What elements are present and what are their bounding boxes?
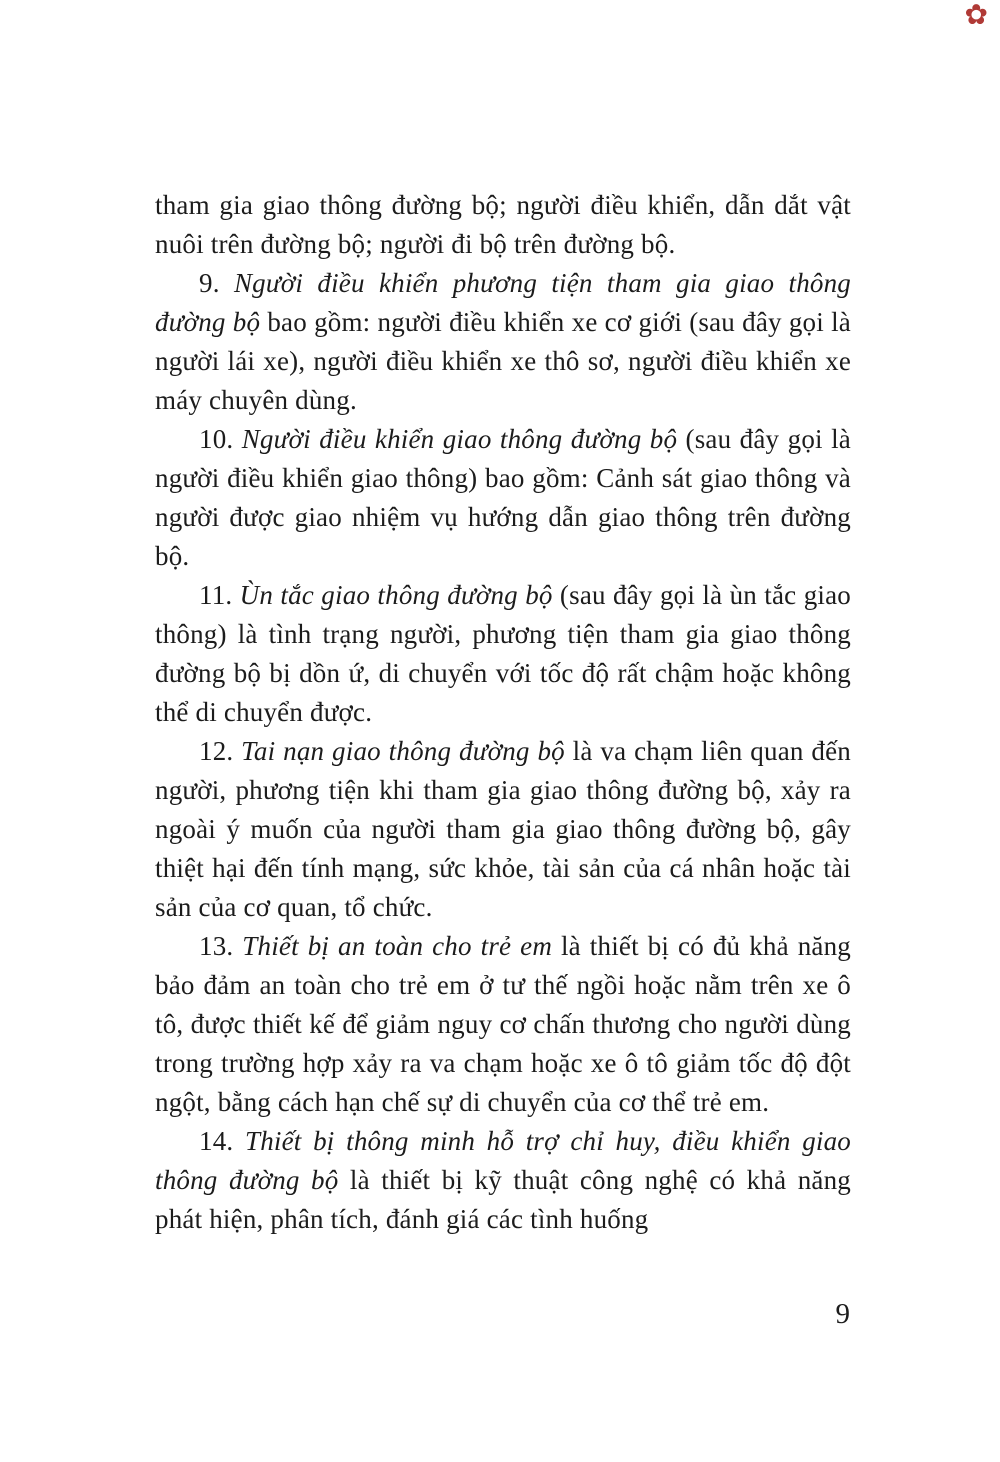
text-block — [155, 186, 851, 1239]
text-segment: 11. — [199, 580, 240, 610]
text-segment: 10. — [199, 424, 242, 454]
text-segment: 14. — [199, 1126, 245, 1156]
page-number: 9 — [835, 1298, 850, 1330]
text-segment: tham gia giao thông đường bộ; người điều khiển, dẫn dắt vật nuôi trên đường bộ; người đi bộ trên đường bộ. — [155, 190, 851, 259]
text-segment: (sau đây gọi là người điều khiển giao thông) bao gồm: Cảnh sát giao thông và người được giao nhiệm vụ hướng dẫn giao thông trên đường bộ. — [155, 424, 851, 571]
text-segment: 9. — [199, 268, 234, 298]
paragraph — [155, 420, 851, 576]
flower-ornament-icon: ✿ — [964, 0, 988, 31]
paragraph — [155, 927, 851, 1122]
defined-term: Người điều khiển giao thông đường bộ — [241, 424, 678, 454]
paragraph — [155, 732, 851, 927]
text-segment: (sau đây gọi là ùn tắc giao thông) là tình trạng người, phương tiện tham gia giao thông đường bộ bị dồn ứ, di chuyển với tốc độ rất chậm hoặc không thể di chuyển được. — [155, 580, 851, 727]
defined-term: Tai nạn giao thông đường bộ — [241, 736, 565, 766]
text-segment: 13. — [199, 931, 243, 961]
defined-term: Thiết bị thông minh hỗ trợ chỉ huy, điều khiển giao thông đường bộ — [155, 1126, 851, 1195]
paragraph — [155, 186, 851, 264]
defined-term: Người điều khiển phương tiện tham gia giao thông đường bộ — [155, 268, 852, 337]
defined-term: Thiết bị an toàn cho trẻ em — [242, 931, 553, 961]
text-segment: 12. — [199, 736, 242, 766]
paragraph — [155, 576, 851, 732]
text-segment: là thiết bị có đủ khả năng bảo đảm an toàn cho trẻ em ở tư thế ngồi hoặc nằm trên xe ô tô, được thiết kế để giảm nguy cơ chấn thương cho người dùng trong trường hợp xảy ra va chạm hoặc xe ô tô giảm tốc độ đột ngột, bằng cách hạn chế sự di chuyển của cơ thể trẻ em. — [155, 931, 851, 1117]
paragraph — [155, 264, 851, 420]
text-segment: bao gồm: người điều khiển xe cơ giới (sau đây gọi là người lái xe), người điều khiển xe thô sơ, người điều khiển xe máy chuyên dùng. — [155, 307, 851, 415]
defined-term: Ùn tắc giao thông đường bộ — [239, 580, 553, 610]
text-segment: là thiết bị kỹ thuật công nghệ có khả năng phát hiện, phân tích, đánh giá các tình huống — [155, 1165, 851, 1234]
paragraph — [155, 1122, 851, 1239]
text-segment: là va chạm liên quan đến người, phương tiện khi tham gia giao thông đường bộ, xảy ra ngoài ý muốn của người tham gia giao thông đường bộ, gây thiệt hại đến tính mạng, sức khỏe, tài sản của cá nhân hoặc tài sản của cơ quan, tổ chức. — [155, 736, 851, 922]
